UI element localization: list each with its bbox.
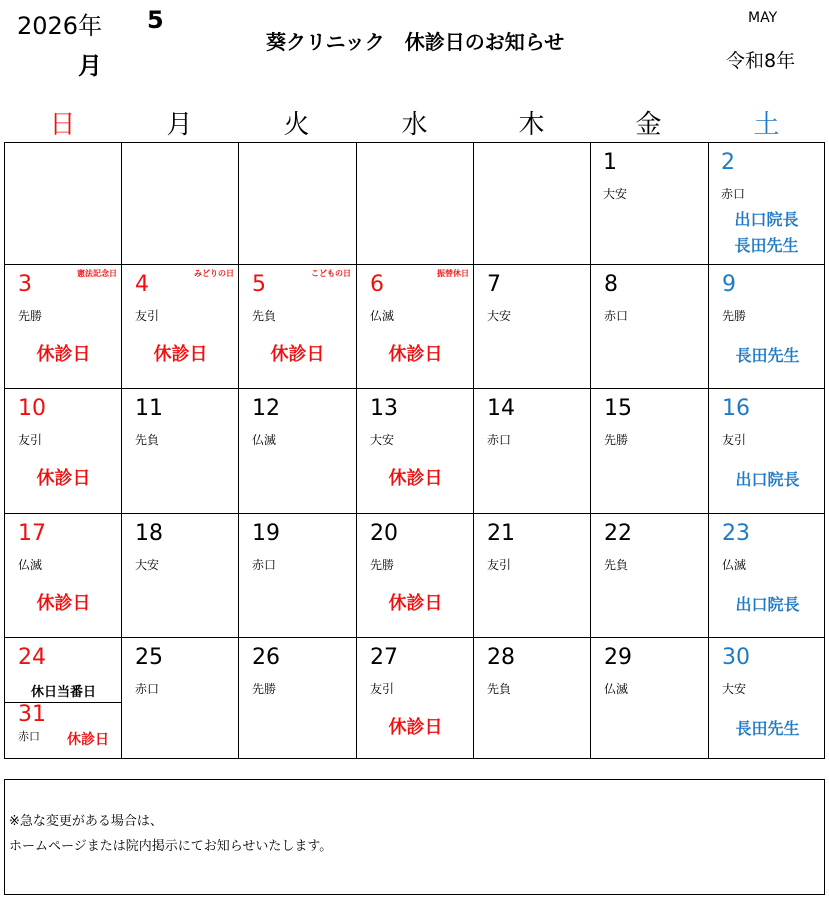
day-cell — [357, 638, 474, 761]
day-number: 27 — [370, 645, 398, 670]
day-number: 25 — [135, 645, 163, 670]
closed-label: 休診日 — [388, 593, 443, 614]
day-cell — [239, 265, 356, 388]
day-number: 18 — [135, 521, 163, 546]
day-number: 24 — [18, 645, 46, 670]
rokuyo-label: 友引 — [487, 558, 512, 572]
day-number: 30 — [722, 645, 750, 670]
rokuyo-label: 友引 — [18, 433, 43, 447]
day-number: 8 — [604, 272, 618, 297]
rokuyo-label: 先勝 — [370, 558, 395, 572]
closed-label: 休診日 — [36, 468, 91, 489]
rokuyo-label: 赤口 — [18, 730, 40, 743]
closed-label: 休診日 — [388, 468, 443, 489]
closed-label: 休診日 — [36, 593, 91, 614]
rokuyo-label: 仏滅 — [18, 558, 43, 572]
closed-label: 休診日 — [67, 732, 109, 748]
closed-label: 休診日 — [388, 344, 443, 365]
rokuyo-label: 先負 — [252, 309, 277, 323]
weekday-saturday: 土 — [753, 110, 780, 140]
rokuyo-label: 大安 — [603, 187, 628, 201]
day-cell — [239, 389, 356, 512]
calendar-month-suffix: 月 — [78, 52, 102, 80]
day-number: 5 — [252, 272, 266, 297]
day-cell — [591, 638, 708, 761]
day-number: 15 — [604, 396, 632, 421]
doctor-label: 出口院長 — [735, 595, 800, 614]
holiday-name: 振替休日 — [437, 269, 469, 278]
day-number: 21 — [487, 521, 515, 546]
day-number: 22 — [604, 521, 632, 546]
day-cell — [590, 143, 707, 266]
rokuyo-label: 先負 — [135, 433, 160, 447]
day-number: 17 — [18, 521, 46, 546]
rokuyo-label: 赤口 — [721, 187, 746, 201]
closed-label: 休診日 — [388, 717, 443, 738]
closed-label: 休診日 — [36, 344, 91, 365]
rokuyo-label: 友引 — [370, 682, 395, 696]
notice-line: ※急な変更がある場合は、 — [9, 814, 163, 829]
holiday-name: こどもの日 — [311, 269, 351, 278]
weekday-thursday: 木 — [518, 110, 545, 140]
rokuyo-label: 仏滅 — [722, 558, 747, 572]
holiday-name: みどりの日 — [194, 269, 234, 278]
day-cell — [122, 389, 239, 512]
calendar-year: 2026年 — [17, 12, 103, 40]
rokuyo-label: 先勝 — [722, 309, 747, 323]
day-number: 13 — [370, 396, 398, 421]
day-cell — [474, 265, 591, 388]
doctor-label: 長田先生 — [735, 346, 800, 365]
rokuyo-label: 仏滅 — [604, 682, 629, 696]
day-number: 31 — [18, 702, 46, 727]
rokuyo-label: 先勝 — [252, 682, 277, 696]
day-number: 4 — [135, 272, 149, 297]
day-cell — [709, 389, 826, 512]
weekday-monday: 月 — [166, 110, 193, 140]
calendar-month: 5 — [147, 6, 164, 34]
day-number: 6 — [370, 272, 384, 297]
day-number: 1 — [603, 150, 617, 175]
rokuyo-label: 友引 — [135, 309, 160, 323]
rokuyo-label: 大安 — [135, 558, 160, 572]
day-cell — [122, 638, 239, 761]
day-number: 9 — [722, 272, 736, 297]
day-cell — [5, 514, 122, 637]
doctor-label: 長田先生 — [735, 719, 800, 738]
day-cell — [5, 265, 122, 388]
rokuyo-label: 大安 — [722, 682, 747, 696]
day-cell — [591, 265, 708, 388]
notice-line: ホームページまたは院内掲示にてお知らせいたします。 — [9, 839, 333, 854]
rokuyo-label: 赤口 — [604, 309, 629, 323]
day-cell — [122, 514, 239, 637]
day-cell — [474, 514, 591, 637]
closed-label: 休診日 — [153, 344, 208, 365]
weekday-friday: 金 — [635, 110, 662, 140]
rokuyo-label: 赤口 — [252, 558, 277, 572]
rokuyo-label: 友引 — [722, 433, 747, 447]
rokuyo-label: 先負 — [604, 558, 629, 572]
day-number: 12 — [252, 396, 280, 421]
day-number: 16 — [722, 396, 750, 421]
japanese-era-year: 令和8年 — [726, 50, 796, 72]
day-cell — [474, 638, 591, 761]
calendar-grid — [4, 142, 825, 759]
day-number: 19 — [252, 521, 280, 546]
rokuyo-label: 赤口 — [487, 433, 512, 447]
day-number: 14 — [487, 396, 515, 421]
day-number: 10 — [18, 396, 46, 421]
rokuyo-label: 仏滅 — [252, 433, 277, 447]
day-cell — [239, 514, 356, 637]
month-english: MAY — [748, 10, 778, 26]
day-cell — [708, 143, 825, 266]
day-cell — [591, 389, 708, 512]
doctor-label: 出口院長 — [734, 210, 799, 229]
day-cell — [5, 389, 122, 512]
day-cell — [122, 265, 239, 388]
rokuyo-label: 大安 — [370, 433, 395, 447]
day-number: 3 — [18, 272, 32, 297]
day-cell — [357, 514, 474, 637]
day-number: 29 — [604, 645, 632, 670]
rokuyo-label: 先勝 — [18, 309, 43, 323]
day-cell — [357, 265, 474, 388]
day-cell — [709, 638, 826, 761]
notice-box — [4, 779, 825, 895]
day-number: 11 — [135, 396, 163, 421]
doctor-label: 長田先生 — [734, 236, 799, 255]
day-number: 7 — [487, 272, 501, 297]
day-cell — [709, 514, 826, 637]
day-cell — [357, 389, 474, 512]
page-title: 葵クリニック 休診日のお知らせ — [266, 30, 565, 54]
day-number: 26 — [252, 645, 280, 670]
rokuyo-label: 大安 — [487, 309, 512, 323]
rokuyo-label: 赤口 — [135, 682, 160, 696]
day-cell — [474, 389, 591, 512]
holiday-duty-label: 休日当番日 — [30, 685, 96, 700]
day-number: 2 — [721, 150, 735, 175]
weekday-sunday: 日 — [49, 110, 76, 140]
doctor-label: 出口院長 — [735, 470, 800, 489]
day-cell — [591, 514, 708, 637]
day-number: 20 — [370, 521, 398, 546]
weekday-wednesday: 水 — [401, 110, 428, 140]
rokuyo-label: 先負 — [487, 682, 512, 696]
day-number: 23 — [722, 521, 750, 546]
day-cell-split — [5, 638, 122, 761]
day-cell — [709, 265, 826, 388]
rokuyo-label: 仏滅 — [370, 309, 395, 323]
day-number: 28 — [487, 645, 515, 670]
rokuyo-label: 先勝 — [604, 433, 629, 447]
weekday-tuesday: 火 — [283, 110, 310, 140]
closed-label: 休診日 — [270, 344, 325, 365]
day-cell — [239, 638, 356, 761]
holiday-name: 憲法記念日 — [77, 269, 117, 278]
